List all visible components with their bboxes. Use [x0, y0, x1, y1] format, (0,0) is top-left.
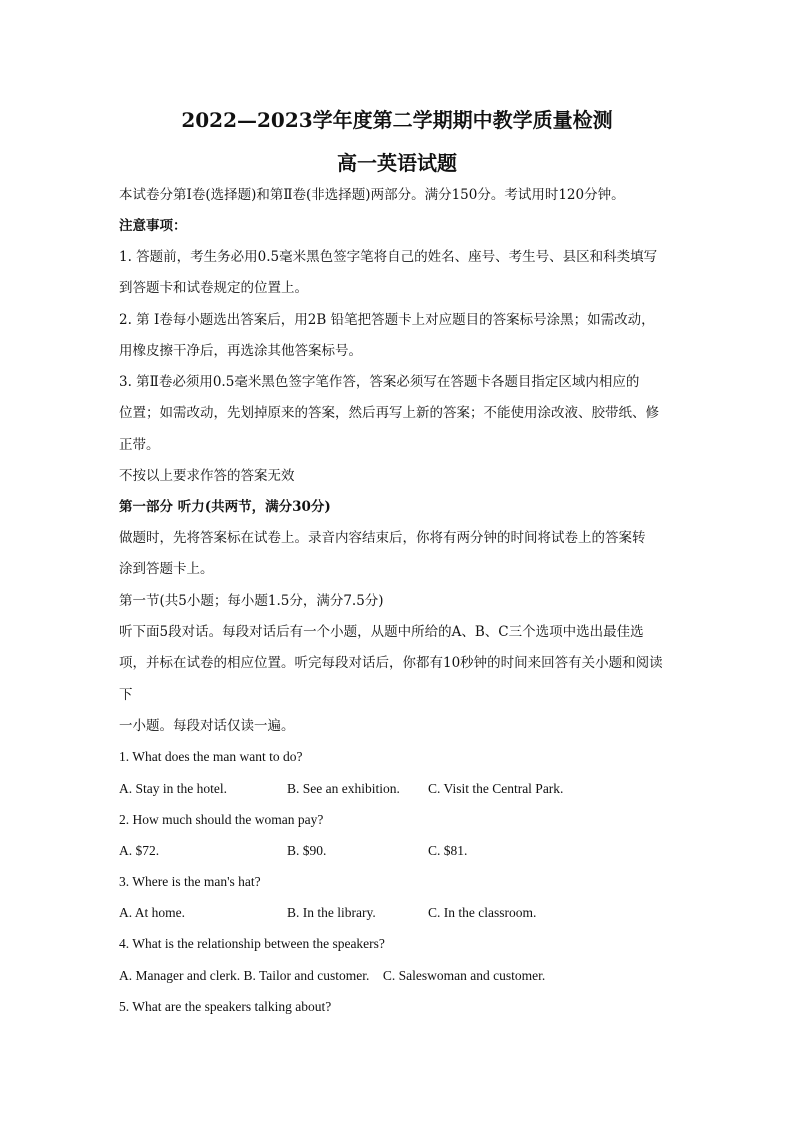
- note-2-line-1: 2. 第 Ⅰ卷每小题选出答案后，用2B 铅笔把答题卡上对应题目的答案标号涂黑；如需改动，: [119, 312, 655, 328]
- note-1-line-1: 1. 答题前，考生务必用0.5毫米黑色签字笔将自己的姓名、座号、考生号、县区和科类填写: [119, 249, 658, 265]
- q1-option-a: A. Stay in the hotel.: [119, 781, 227, 796]
- note-1-line-2: 到答题卡和试卷规定的位置上。: [119, 280, 308, 296]
- question-5: 5. What are the speakers talking about?: [119, 999, 332, 1014]
- q2-option-b: B. $90.: [287, 843, 327, 858]
- note-3-line-1: 3. 第Ⅱ卷必须用0.5毫米黑色签字笔作答，答案必须写在答题卡各题目指定区域内相应的: [119, 374, 640, 390]
- section1-line-2: 项，并标在试卷的相应位置。听完每段对话后，你都有10秒钟的时间来回答有关小题和阅读: [119, 655, 663, 671]
- q2-option-a: A. $72.: [119, 843, 160, 858]
- section1-heading: 第一节(共5小题；每小题1.5分，满分7.5分): [119, 593, 384, 609]
- part1-instr-line-1: 做题时，先将答案标在试卷上。录音内容结束后，你将有两分钟的时间将试卷上的答案转: [119, 530, 646, 546]
- section1-line-1: 听下面5段对话。每段对话后有一个小题，从题中所给的A、B、C三个选项中选出最佳选: [119, 624, 644, 640]
- part1-instr-line-2: 涂到答题卡上。: [119, 561, 214, 577]
- exam-title: 2022—2023学年度第二学期期中教学质量检测: [181, 108, 613, 132]
- intro-text: 本试卷分第Ⅰ卷(选择题)和第Ⅱ卷(非选择题)两部分。满分150分。考试用时120分钟。: [119, 187, 625, 203]
- q3-option-b: B. In the library.: [287, 905, 376, 920]
- notes-heading: 注意事项：: [119, 218, 187, 234]
- q4-options: A. Manager and clerk. B. Tailor and customer. C. Saleswoman and customer.: [119, 968, 546, 983]
- question-3: 3. Where is the man's hat?: [119, 874, 261, 889]
- invalid-notice: 不按以上要求作答的答案无效: [119, 468, 295, 484]
- section1-line-3: 下: [119, 687, 133, 703]
- q2-option-c: C. $81.: [428, 843, 468, 858]
- section1-line-4: 一小题。每段对话仅读一遍。: [119, 718, 295, 734]
- question-2: 2. How much should the woman pay?: [119, 812, 324, 827]
- q1-option-c: C. Visit the Central Park.: [428, 781, 564, 796]
- note-3-line-2: 位置；如需改动，先划掉原来的答案，然后再写上新的答案；不能使用涂改液、胶带纸、修: [119, 405, 659, 421]
- q3-option-c: C. In the classroom.: [428, 905, 537, 920]
- question-4: 4. What is the relationship between the speakers?: [119, 936, 385, 951]
- q3-option-a: A. At home.: [119, 905, 185, 920]
- exam-subtitle: 高一英语试题: [337, 151, 457, 175]
- question-1: 1. What does the man want to do?: [119, 749, 303, 764]
- part1-heading: 第一部分 听力(共两节，满分30分): [119, 499, 331, 515]
- note-2-line-2: 用橡皮擦干净后，再选涂其他答案标号。: [119, 343, 362, 359]
- note-3-line-3: 正带。: [119, 437, 160, 453]
- q1-option-b: B. See an exhibition.: [287, 781, 400, 796]
